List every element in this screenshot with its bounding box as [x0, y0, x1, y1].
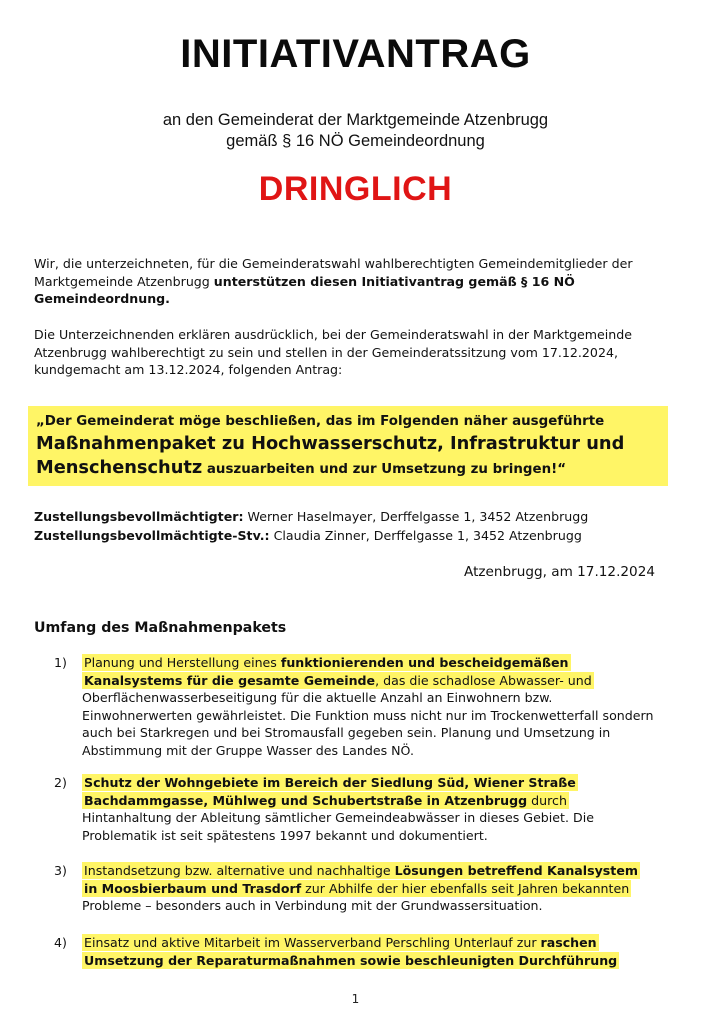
agent-value: Werner Haselmayer, Derffelgasse 1, 3452 Atzenbrugg: [243, 509, 589, 524]
intro-p1-text: Wir, die unterzeichneten, für die Gemeinderatswahl wahlberechtigten Gemeindemitglieder der Marktgemeinde Atzenbrugg: [34, 256, 633, 289]
page-number: 1: [351, 992, 360, 1006]
service-agents: [34, 507, 674, 545]
list-item-number: 2): [54, 775, 67, 790]
list-item-body: [82, 774, 654, 844]
item-text: Planung und Herstellung eines: [84, 655, 281, 670]
motion-part-2: Maßnahmenpaket zu Hochwasserschutz, Infrastruktur und Menschenschutz: [36, 433, 625, 478]
item-rest-text: Oberflächenwasserbeseitigung für die aktuelle Anzahl an Einwohnern bzw. Einwohnerwerten gewährleistet. Die Funktion muss nicht nur im Trockenwetterfall sondern auch bei Starkregen und bei Stromausfall gegeben sein. Planung und Umsetzung in Abstimmung mit der Gruppe Wasser des Landes NÖ.: [82, 690, 654, 758]
item-text: , das die schadlose Abwasser- und: [375, 672, 592, 688]
deputy-line: [34, 526, 674, 545]
list-item-number: 3): [54, 863, 67, 878]
intro-paragraph-1: [34, 255, 674, 308]
item-bold-text: Lösungen betreffend Kanalsystem in Moosbierbaum und Trasdorf: [84, 863, 638, 896]
list-item: [54, 774, 654, 844]
item-bold-text: Schutz der Wohngebiete im Bereich der Siedlung Süd, Wiener Straße Bachdammgasse, Mühlweg und Schubertstraße in Atzenbrugg: [84, 775, 576, 808]
urgent-label: DRINGLICH: [258, 170, 453, 208]
highlighted-text: [82, 934, 619, 969]
list-item: [54, 862, 654, 915]
deputy-label: Zustellungsbevollmächtigte-Stv.:: [34, 528, 270, 543]
place-date-line: Atzenbrugg, am 17.12.2024: [464, 564, 655, 580]
list-item-body: [82, 862, 654, 915]
intro-paragraph-2: Die Unterzeichnenden erklären ausdrücklich, bei der Gemeinderatswahl in der Marktgemeinde Atzenbrugg wahlberechtigt zu sein und stellen in der Gemeinderatssitzung vom 17.12.2024, kundgemacht am 13.12.2024, folgenden Antrag:: [34, 327, 633, 377]
item-bold-text: funktionierenden und bescheidgemäßen Kanalsystems für die gesamte Gemeinde: [84, 655, 569, 688]
list-item-number: 1): [54, 655, 67, 670]
deputy-value: Claudia Zinner, Derffelgasse 1, 3452 Atzenbrugg: [269, 528, 582, 543]
item-rest-text: Hintanhaltung der Ableitung sämtlicher Gemeindeabwässer in dieses Gebiet. Die Problematik ist seit spätestens 1997 bekannt und dokumentiert.: [82, 810, 594, 843]
item-rest-text: Probleme – besonders auch in Verbindung mit der Grundwassersituation.: [82, 898, 543, 913]
list-item-body: [82, 934, 654, 969]
item-text: Einsatz und aktive Mitarbeit im Wasserverband Perschling Unterlauf zur: [84, 935, 541, 950]
section-title: Umfang des Maßnahmenpakets: [34, 620, 287, 636]
motion-part-3: auszuarbeiten und zur Umsetzung zu bringen!“: [202, 462, 567, 477]
document-title: INITIATIVANTRAG: [180, 32, 531, 76]
intro-p1-bold: unterstützen diesen Initiativantrag gemäß § 16 NÖ Gemeindeordnung.: [34, 273, 575, 306]
list-item-body: [82, 654, 654, 759]
item-bold-text: raschen Umsetzung der Reparaturmaßnahmen sowie beschleunigten Durchführung: [84, 935, 618, 968]
subtitle-line-1: an den Gemeinderat der Marktgemeinde Atzenbrugg: [162, 111, 549, 129]
list-item-number: 4): [54, 935, 67, 950]
list-item: [54, 654, 654, 759]
motion-box: [28, 406, 668, 486]
agent-label: Zustellungsbevollmächtigter:: [34, 509, 244, 524]
document-subtitle: [0, 110, 711, 152]
highlighted-text: [82, 774, 578, 809]
item-text: Instandsetzung bzw. alternative und nachhaltige: [84, 863, 395, 878]
subtitle-line-2: gemäß § 16 NÖ Gemeindeordnung: [226, 132, 485, 150]
agent-line: [34, 507, 674, 526]
item-text: zur Abhilfe der hier ebenfalls seit Jahren bekannten: [301, 880, 630, 896]
list-item: [54, 934, 654, 969]
highlighted-text: [82, 654, 594, 689]
motion-part-1: „Der Gemeinderat möge beschließen, das im Folgenden näher ausgeführte: [36, 414, 605, 429]
highlighted-text: [82, 862, 640, 897]
item-text: durch: [527, 792, 567, 808]
